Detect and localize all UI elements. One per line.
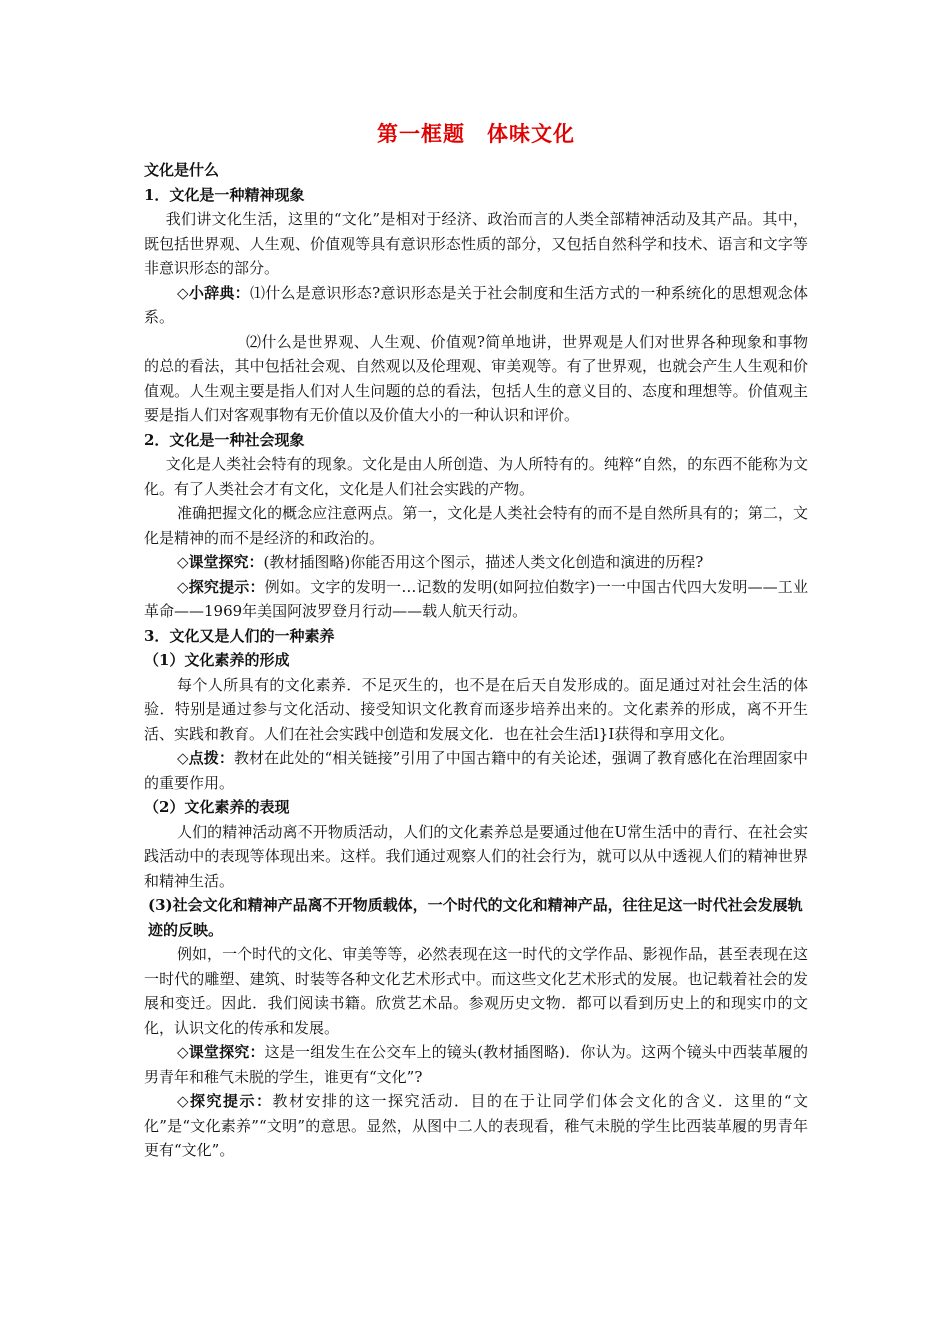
paragraph-1: 我们讲文化生活，这里的“文化”是相对于经济、政治而言的人类全部精神活动及其产品。其中，既包括世界观、人生观、价值观等具有意识形态性质的部分，又包括自然科学和技术、语言和文字等非意识形态的部分。 — [144, 210, 808, 277]
class-explore-2 — [144, 1040, 808, 1089]
heading-2: 2．文化是一种社会现象 — [144, 430, 305, 449]
paragraph-4: 每个人所具有的文化素养．不足灭生的，也不是在后天自发形成的。面足通过对社会生活的体验．特别是通过参与文化活动、接受知识文化教育而逐步培养出来的。文化素养的形成，离不开生活、实践和教育。人们在社会实践中创造和发展文化．也在社会生活l}I获得和享用文化。 — [144, 675, 808, 743]
class-explore-1 — [144, 550, 808, 575]
page-title — [144, 118, 808, 148]
heading-3: 3．文化又是人们的一种素养 — [144, 626, 335, 645]
subheading-3: (3)社会文化和精神产品离不开物质载体，一个时代的文化和精神产品，往往足这一时代社会发展轨迹的反映。 — [148, 896, 803, 939]
heading-1: 1．文化是一种精神现象 — [144, 185, 305, 204]
explore-text-1: (教材插图略)你能否用这个图示，描述人类文化创造和演进的历程? — [263, 553, 704, 571]
section-heading: 文化是什么 — [144, 161, 220, 179]
explore-label-2: ◇课堂探究： — [177, 1043, 265, 1061]
tip-label: ◇点拨： — [177, 749, 234, 767]
hint-label-1: ◇探究提示： — [177, 577, 265, 596]
paragraph-2: 文化是人类社会特有的现象。文化是由人所创造、为人所特有的。纯粹“自然，的东西不能称为文化。有了人类社会才有文化，文化是人们社会实践的产物。 — [144, 455, 808, 498]
tip-text: 教材在此处的“相关链接”引用了中国古籍中的有关论述，强调了教育感化在治理固家中的重要作用。 — [144, 749, 808, 792]
title-part-2: 体味文化 — [487, 121, 575, 146]
title-part-1: 第一框题 — [377, 121, 465, 146]
tip-note — [144, 746, 808, 795]
dictionary-label: ◇小辞典： — [177, 283, 250, 302]
hint-text-1: 例如。文字的发明一…记数的发明(如阿拉伯数字)一一中国古代四大发明——工业革命——1969年美国阿波罗登月行动——载人航天行动。 — [144, 577, 808, 620]
paragraph-3: 准确把握文化的概念应注意两点。第一，文化是人类社会特有的而不是自然所具有的；第二，文化是精神的而不是经济的和政治的。 — [144, 504, 808, 547]
paragraph-6: 例如，一个时代的文化、审美等等，必然表现在这一时代的文学作品、影视作品，甚至表现在这一时代的雕塑、建筑、时装等各种文化艺术形式中。而这些文化艺术形式的发展。也记载着社会的发展和变迁。因此．我们阅读书籍。欣赏艺术品。参观历史文物．都可以看到历史上的和现实巾的文化，认识文化的传承和发展。 — [144, 945, 808, 1037]
subheading-1: （1）文化素养的形成 — [144, 651, 290, 669]
explore-label-1: ◇课堂探究： — [177, 553, 264, 571]
subheading-2: （2）文化素养的表现 — [144, 798, 290, 816]
hint-text-2: 教材安排的这一探究活动．目的在于让同学们体会文化的含义．这里的“文化”是“文化素养”“文明”的意思。显然，从图中二人的表现看，稚气未脱的学生比西装革履的男青年更有“文化”。 — [144, 1092, 809, 1159]
document-page — [144, 118, 808, 1163]
paragraph-5: 人们的精神活动离不开物质活动，人们的文化素养总是要通过他在U常生活中的青行、在社会实践活动中的表现等体现出来。这样。我们通过观察人们的社会行为，就可以从中透视人们的精神世界和精神生活。 — [144, 822, 808, 890]
dictionary-note-2: ⑵什么是世界观、人生观、价值观?简单地讲，世界观是人们对世界各种现象和事物的总的看法，其中包括社会观、自然观以及伦理观、审美观等。有了世界观，也就会产生人生观和价值观。人生观主要是指人们对人生问题的总的看法，包括人生的意义目的、态度和理想等。价值观主要是指人们对客观事物有无价值以及价值大小的一种认识和评价。 — [144, 332, 808, 424]
explore-text-2: 这是一组发生在公交车上的镜头(教材插图略)．你认为。这两个镜头中西装革履的男青年和稚气未脱的学生，谁更有“文化”? — [144, 1043, 808, 1086]
explore-hint-2 — [144, 1089, 808, 1163]
dictionary-note-1 — [144, 281, 808, 330]
explore-hint-1 — [144, 575, 808, 624]
hint-label-2: ◇探究提示： — [177, 1092, 273, 1110]
dictionary-text-1: ⑴什么是意识形态?意识形态是关于社会制度和生活方式的一种系统化的思想观念体系。 — [144, 283, 808, 326]
